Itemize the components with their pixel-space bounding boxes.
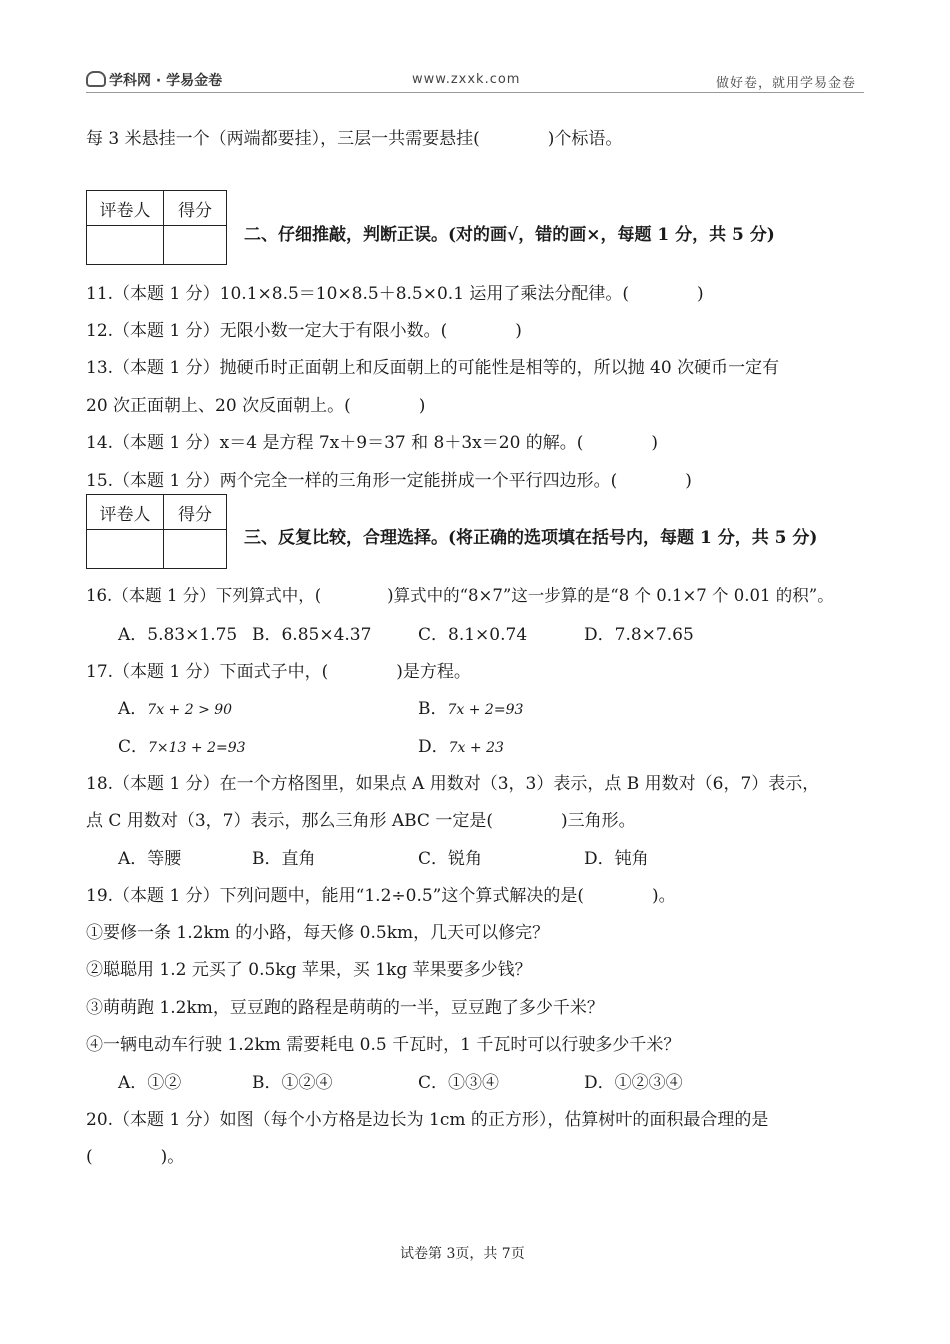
score-box-section2 [86, 190, 227, 265]
logo-text: 学科网 · 学易金卷 [109, 73, 223, 89]
q16-option-b: B．6.85×4.37 [252, 625, 372, 645]
q19-option-a: A．①② [118, 1073, 182, 1093]
grader-cell[interactable] [87, 226, 164, 265]
score-label: 得分 [164, 191, 227, 226]
q20-stem-line2: ( )。 [86, 1147, 185, 1167]
q13-line1: 13.（本题 1 分）抛硬币时正面朝上和反面朝上的可能性是相等的，所以抛 40 次硬币一定有 [86, 358, 780, 378]
grader-label: 评卷人 [87, 495, 164, 530]
q17-option-c [118, 732, 246, 757]
q17-stem: 17.（本题 1 分）下面式子中，( )是方程。 [86, 662, 471, 682]
q12: 12.（本题 1 分）无限小数一定大于有限小数。( ) [86, 321, 522, 341]
q11: 11.（本题 1 分）10.1×8.5＝10×8.5＋8.5×0.1 运用了乘法分配律。( ) [86, 284, 704, 304]
q18-stem-line1: 18.（本题 1 分）在一个方格图里，如果点 A 用数对（3，3）表示，点 B 用数对（6，7）表示， [86, 774, 820, 794]
section3-title: 三、反复比较，合理选择。(将正确的选项填在括号内，每题 1 分，共 5 分) [244, 528, 818, 548]
q20-stem: 20.（本题 1 分）如图（每个小方格是边长为 1cm 的正方形），估算树叶的面积最合理的是 [86, 1110, 769, 1130]
q19-line-3: ③萌萌跑 1.2km，豆豆跑的路程是萌萌的一半，豆豆跑了多少千米？ [86, 998, 604, 1018]
section2-title: 二、仔细推敲，判断正误。(对的画√，错的画×，每题 1 分，共 5 分) [244, 225, 775, 245]
q17-option-b [418, 694, 523, 719]
option-expr: 7x + 2=93 [447, 702, 524, 718]
q19-option-c: C．①③④ [418, 1073, 500, 1093]
q19-line-4: ④一辆电动车行驶 1.2km 需要耗电 0.5 千瓦时，1 千瓦时可以行驶多少千米？ [86, 1035, 681, 1055]
option-label: A． [118, 699, 148, 719]
score-box-section3 [86, 494, 227, 569]
option-label: D． [418, 737, 449, 757]
q18-option-b: B．直角 [252, 849, 316, 869]
q16-option-c: C．8.1×0.74 [418, 625, 528, 645]
q19-stem: 19.（本题 1 分）下列问题中，能用“1.2÷0.5”这个算式解决的是( )。 [86, 886, 676, 906]
logo-icon [86, 71, 106, 87]
q17-option-a [118, 694, 232, 719]
q18-option-c: C．锐角 [418, 849, 483, 869]
site-url: www.zxxk.com [412, 72, 521, 87]
score-cell[interactable] [164, 226, 227, 265]
carryover-text: 每 3 米悬挂一个（两端都要挂），三层一共需要悬挂( )个标语。 [86, 129, 623, 149]
option-label: B． [418, 699, 448, 719]
q14: 14.（本题 1 分）x＝4 是方程 7x＋9＝37 和 8＋3x＝20 的解。( ) [86, 433, 659, 453]
q16-option-a: A．5.83×1.75 [118, 625, 238, 645]
grader-cell[interactable] [87, 530, 164, 569]
score-cell[interactable] [164, 530, 227, 569]
q13-line2: 20 次正面朝上、20 次反面朝上。( ) [86, 396, 426, 416]
score-label: 得分 [164, 495, 227, 530]
q19-option-d: D．①②③④ [584, 1073, 683, 1093]
q19-line-2: ②聪聪用 1.2 元买了 0.5kg 苹果，买 1kg 苹果要多少钱？ [86, 960, 532, 980]
option-expr: 7×13 + 2=93 [148, 740, 246, 756]
q15: 15.（本题 1 分）两个完全一样的三角形一定能拼成一个平行四边形。( ) [86, 471, 692, 491]
q18-stem-line2: 点 C 用数对（3，7）表示，那么三角形 ABC 一定是( )三角形。 [86, 811, 636, 831]
logo [86, 70, 222, 90]
q17-option-d [418, 732, 504, 757]
q19-option-b: B．①②④ [252, 1073, 333, 1093]
q18-option-a: A．等腰 [118, 849, 182, 869]
page-footer: 试卷第 3页，共 7页 [400, 1246, 525, 1262]
option-expr: 7x + 23 [448, 740, 504, 756]
option-label: C． [118, 737, 149, 757]
q18-option-d: D．钝角 [584, 849, 649, 869]
slogan: 做好卷，就用学易金卷 [716, 76, 857, 91]
option-expr: 7x + 2 > 90 [147, 702, 233, 718]
q16-stem: 16.（本题 1 分）下列算式中，( )算式中的“8×7”这一步算的是“8 个 0.1×7 个 0.01 的积”。 [86, 586, 834, 605]
q19-line-1: ①要修一条 1.2km 的小路，每天修 0.5km，几天可以修完？ [86, 923, 550, 943]
grader-label: 评卷人 [87, 191, 164, 226]
q16-option-d: D．7.8×7.65 [584, 625, 694, 645]
header-divider [86, 92, 864, 93]
